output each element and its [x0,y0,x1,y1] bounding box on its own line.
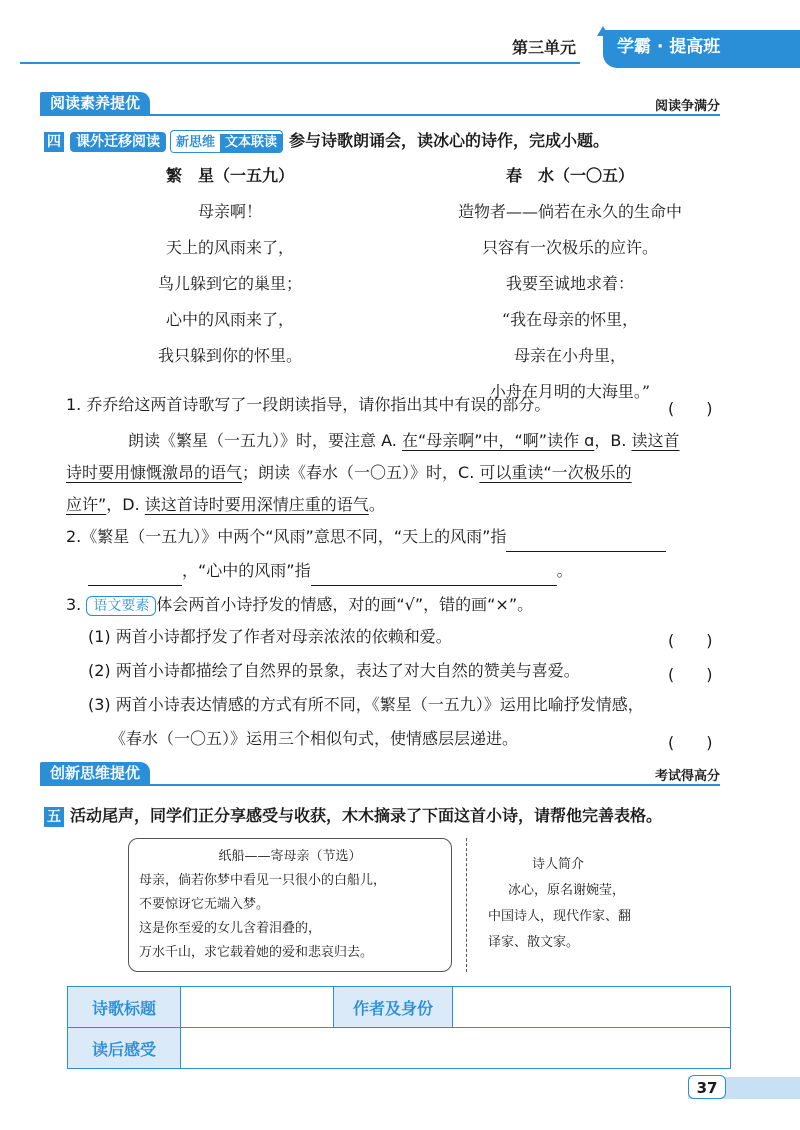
unit-label: 第三单元 [512,38,577,57]
bio-line: 冰心，原名谢婉莹， [508,883,626,898]
text: 体会两首小诗抒发的情感，对的画“√”，错的画“×”。 [156,595,534,614]
question-title: 活动尾声，同学们正分享感受与收获，木木摘录了下面这首小诗，请帮他完善表格。 [70,806,663,825]
answer-blank[interactable] [88,567,182,586]
poem-line: 母亲在小舟里， [513,346,626,365]
poem-line: “我在母亲的怀里， [501,310,639,329]
poem-line: 只容有一次极乐的应许。 [481,238,658,257]
page-number: 37 [688,1075,726,1099]
section-subtitle: 阅读争满分 [654,99,720,114]
poem-line: 我只躲到你的怀里。 [157,346,302,365]
question-tag: 课外迁移阅读 [70,132,166,152]
poem-title: 纸船——寄母亲（节选） [218,849,362,864]
tag-part-b: 文本联读 [220,134,282,152]
header-rule [20,62,580,64]
poem-line: 心中的风雨来了， [165,310,294,329]
question-4-header [44,128,609,153]
brand-banner: 学霸 · 提高班 [603,30,800,68]
text: ，B. [594,431,632,450]
answer-bracket[interactable]: ( ) [668,733,713,752]
item-3-question [66,590,533,620]
section-subtitle: 考试得高分 [654,769,720,784]
statement-1: (1) 两首小诗都抒发了作者对母亲浓浓的依赖和爱。 [88,627,452,646]
poem-chunshui [420,158,720,410]
question-title: 参与诗歌朗诵会，读冰心的诗作，完成小题。 [289,131,610,150]
answer-cell-feeling[interactable] [181,1028,731,1069]
item-1-question: 1. 乔乔给这两首诗歌写了一段朗读指导，请你指出其中有误的部分。 [66,395,551,414]
answer-blank[interactable] [311,567,557,586]
answer-cell-author[interactable] [453,987,731,1028]
poem-line: 我要至诚地求着： [505,274,634,293]
statement-2: (2) 两首小诗都描绘了自然界的景象，表达了对大自然的赞美与喜爱。 [88,661,580,680]
question-5-header [44,803,662,827]
text: 朗读《繁星（一五九）》时，要注意 A. [128,431,402,450]
answer-table [67,986,731,1069]
underlined-option-c: 可以重读“一次极乐的 [479,463,632,482]
question-number: 五 [44,807,64,827]
item-1-line-2 [66,458,632,488]
answer-cell-title[interactable] [181,987,334,1028]
text: 。 [368,495,385,514]
section-bar-innovation [40,762,720,786]
poem-line: 母亲，倘若你梦中看见一只很小的白船儿， [139,873,387,888]
question-number: 四 [44,132,64,152]
poem-title: 繁 星（一五九） [165,166,294,185]
text: 2.《繁星（一五九）》中两个“风雨”意思不同，“天上的风雨”指 [66,527,507,546]
poem-line: 万水千山，求它载着她的爱和悲哀归去。 [139,945,374,960]
bio-line: 中国诗人，现代作家、翻 [488,909,632,924]
section-tag: 创新思维提优 [40,762,150,784]
answer-bracket[interactable]: ( ) [668,631,713,650]
poet-bio [488,852,688,956]
table-header-author: 作者及身份 [334,987,453,1028]
poem-title: 春 水（一〇五） [505,166,634,185]
answer-bracket[interactable]: ( ) [668,665,713,684]
new-thinking-tag [170,130,283,153]
answer-bracket[interactable]: ( ) [668,399,713,418]
answer-blank[interactable] [506,533,666,552]
statement-3-cont: 《春水（一〇五）》运用三个相似句式，使情感层层递进。 [110,729,519,748]
underlined-option-a: 在“母亲啊”中，“啊”读作 ɑ [401,431,595,450]
section-tag: 阅读素养提优 [40,92,150,114]
section-bar-reading [40,92,720,116]
dashed-divider [466,838,467,972]
bio-line: 译家、散文家。 [488,935,580,950]
poem-line: 鸟儿躲到它的巢里； [157,274,302,293]
poem-line: 小舟在月明的大海里。” [489,382,651,401]
underlined-option-d: 读这首诗时要用深情庄重的语气 [144,495,369,514]
text: ；朗读《春水（一〇五）》时，C. [242,463,480,482]
poem-line: 造物者——倘若在永久的生命中 [457,202,682,221]
underlined-option-c: 应许” [66,495,107,514]
table-header-feeling: 读后感受 [68,1028,181,1069]
item-number: 3. [66,595,82,614]
poem-line: 天上的风雨来了， [165,238,294,257]
statement-3: (3) 两首小诗表达情感的方式有所不同，《繁星（一五九）》运用比喻抒发情感， [88,695,644,714]
item-1-line-1 [128,426,680,456]
underlined-option-b: 诗时要用慷慨激昂的语气 [66,463,243,482]
table-header-title: 诗歌标题 [68,987,181,1028]
literacy-tag: 语文要素 [86,596,156,616]
item-2-line-2 [88,556,573,586]
underlined-option-b: 读这首 [631,431,680,450]
item-2-line-1 [66,522,666,552]
poem-line: 这是你至爱的女儿含着泪叠的， [139,921,322,936]
bio-title: 诗人简介 [532,857,585,872]
text: 。 [556,561,573,580]
poem-fanxing [120,158,340,374]
poem-line: 母亲啊！ [197,202,262,221]
tag-part-a: 新思维 [171,134,220,152]
poem-box-paper-boat [128,838,452,972]
text: ，D. [106,495,145,514]
item-1-line-3 [66,490,385,520]
text: ，“心中的风雨”指 [182,561,311,580]
poem-line: 不要惊讶它无端入梦。 [139,897,270,912]
